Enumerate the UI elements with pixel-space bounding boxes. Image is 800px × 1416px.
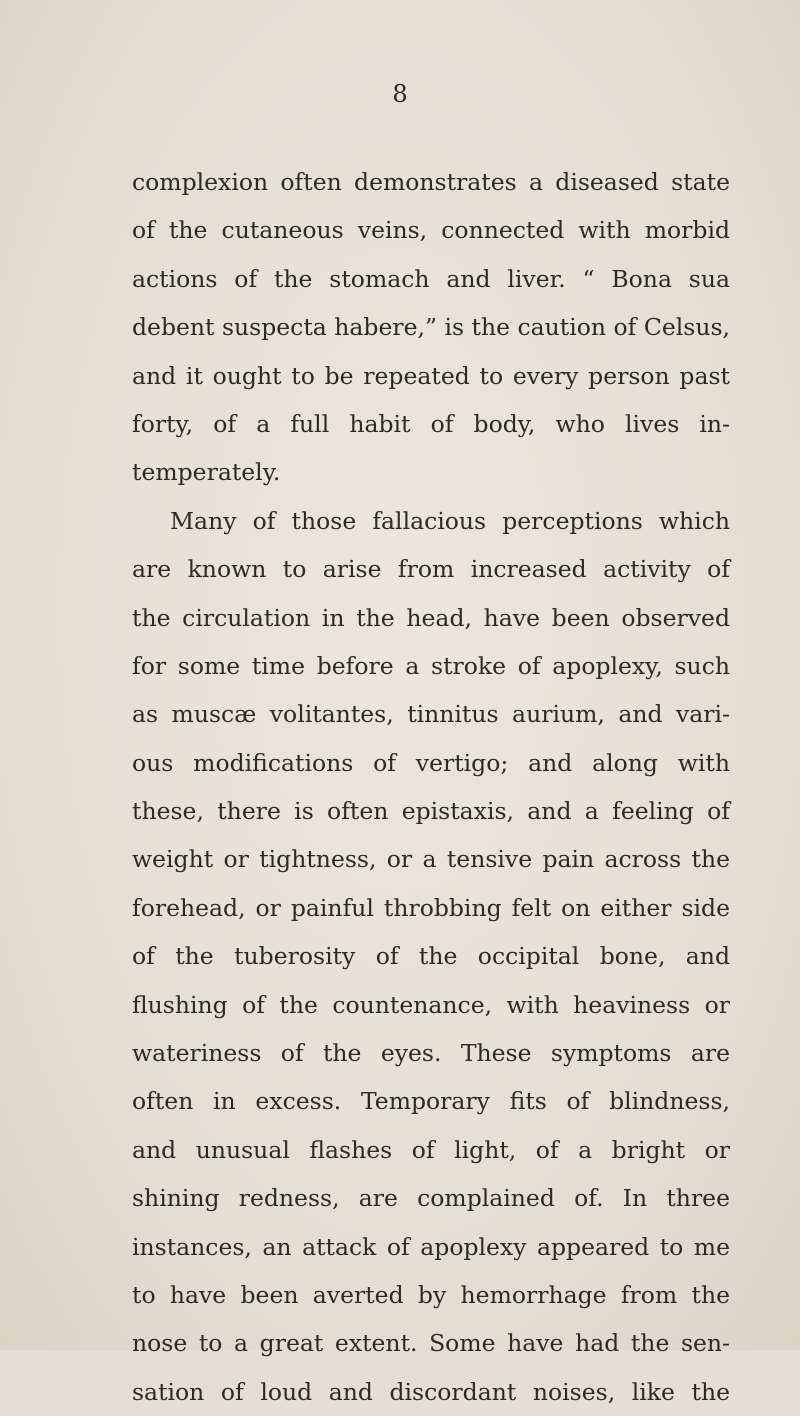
text-line: as muscæ volitantes, tinnitus aurium, and vari- [132, 700, 730, 729]
text-line: wateriness of the eyes. These symptoms are [132, 1039, 730, 1068]
text-line: ous modifications of vertigo; and along with [132, 748, 730, 777]
text-line: temperately. [132, 458, 281, 487]
paragraph-1 [132, 158, 730, 497]
text-line: debent suspecta habere,” is the caution of Celsus, [132, 313, 730, 342]
text-line: and it ought to be repeated to every person past [132, 361, 730, 390]
text-line: for some time before a stroke of apoplexy, such [132, 651, 730, 680]
page-number: 8 [392, 80, 408, 108]
text-line: Many of those fallacious perceptions which [170, 506, 730, 535]
text-line: are known to arise from increased activity of [132, 555, 730, 584]
body-text [132, 158, 730, 1416]
text-line: forty, of a full habit of body, who lives in- [132, 409, 730, 438]
text-line: to have been averted by hemorrhage from the [132, 1280, 730, 1309]
text-line: these, there is often epistaxis, and a feeling of [132, 797, 730, 826]
text-line: and unusual flashes of light, of a bright or [132, 1135, 730, 1164]
text-line: of the tuberosity of the occipital bone, and [132, 942, 730, 971]
text-line: weight or tightness, or a tensive pain across the [132, 845, 730, 874]
paragraph-2 [132, 497, 730, 1416]
text-line: forehead, or painful throbbing felt on either side [132, 893, 730, 922]
text-line: of the cutaneous veins, connected with morbid [132, 216, 730, 245]
text-line: nose to a great extent. Some have had the sen- [132, 1329, 730, 1358]
text-line: often in excess. Temporary fits of blindness, [132, 1087, 730, 1116]
text-line: actions of the stomach and liver. “ Bona sua [132, 264, 730, 293]
text-line: complexion often demonstrates a diseased state [132, 168, 730, 196]
text-line: flushing of the countenance, with heaviness or [132, 990, 730, 1019]
text-line: instances, an attack of apoplexy appeared to me [132, 1232, 730, 1261]
text-line: the circulation in the head, have been observed [132, 603, 730, 632]
text-line: sation of loud and discordant noises, like the [132, 1377, 730, 1406]
text-line: shining redness, are complained of. In three [132, 1184, 730, 1213]
